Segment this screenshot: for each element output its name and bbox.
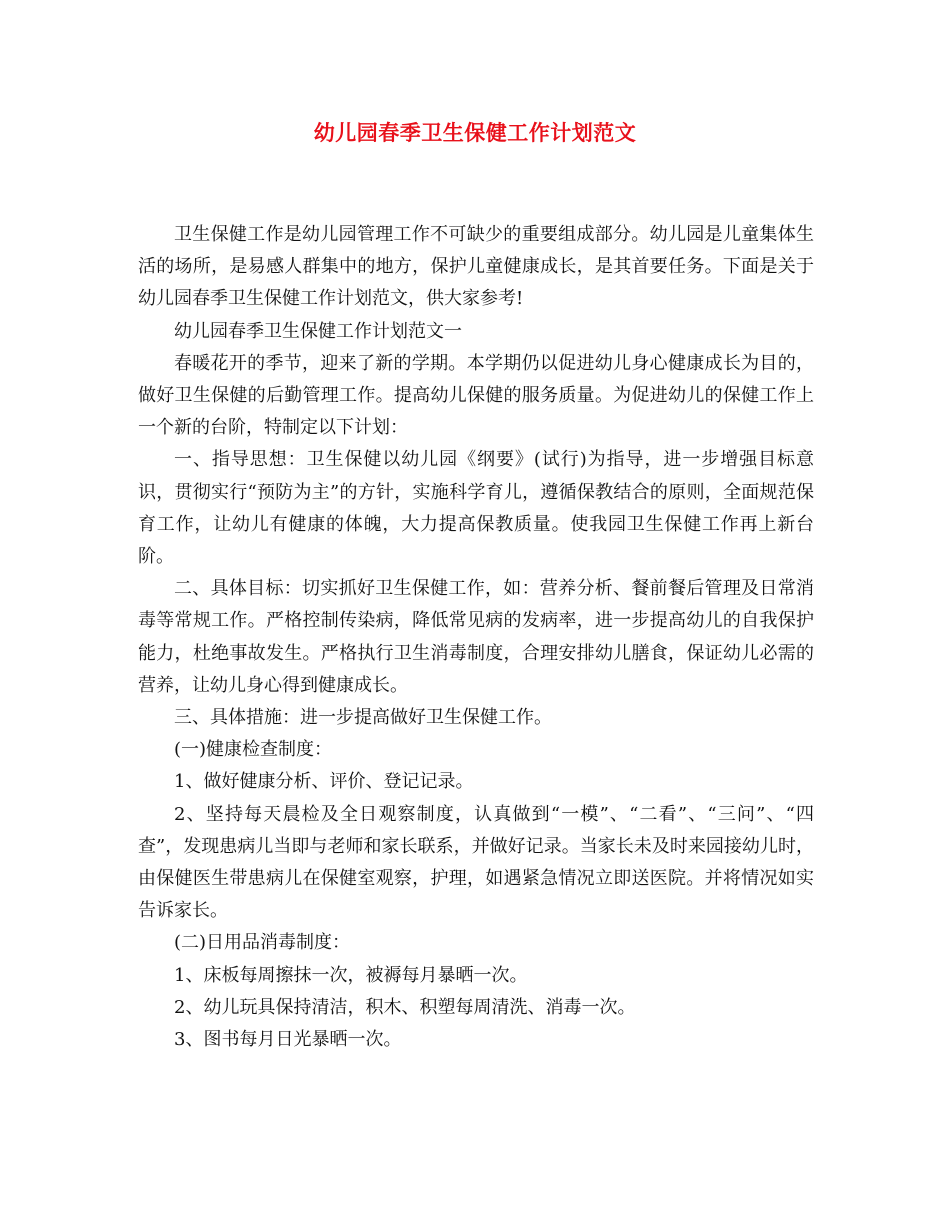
- paragraph-specific-measures: 三、具体措施：进一步提高做好卫生保健工作。: [174, 707, 552, 729]
- list-item-health-analysis: 1、做好健康分析、评价、登记记录。: [174, 771, 474, 793]
- subheading-health-check: (一)健康检查制度：: [174, 739, 333, 761]
- paragraph-guiding-thought: 一、指导思想：卫生保健以幼儿园《纲要》(试行)为指导，进一步增强目标意识，贯彻实行“预防为主”的方针，实施科学育儿，遵循保教结合的原则，全面规范保育工作，让幼儿有健康的体魄，大力提高保教质量。使我园卫生保健工作再上新台阶。: [138, 449, 814, 568]
- paragraph-specific-goals: 二、具体目标：切实抓好卫生保健工作，如：营养分析、餐前餐后管理及日常消毒等常规工作。严格控制传染病，降低常见病的发病率，进一步提高幼儿的自我保护能力，杜绝事故发生。严格执行卫生消毒制度，合理安排幼儿膳食，保证幼儿必需的营养，让幼儿身心得到健康成长。: [138, 578, 814, 696]
- list-item-book-sunning: 3、图书每月日光暴晒一次。: [174, 1029, 402, 1051]
- page-title: 幼儿园春季卫生保健工作计划范文: [313, 120, 637, 145]
- list-item-morning-check: 2、坚持每天晨检及全日观察制度，认真做到“一模”、“二看”、“三问”、“四查”，发现患病儿当即与老师和家长联系，并做好记录。当家长未及时来园接幼儿时，由保健医生带患病儿在保健室观察，护理，如遇紧急情况立即送医院。并将情况如实告诉家长。: [138, 803, 814, 922]
- subheading-disinfection: (二)日用品消毒制度：: [174, 932, 351, 954]
- paragraph-opening: 春暖花开的季节，迎来了新的学期。本学期仍以促进幼儿身心健康成长为目的，做好卫生保健的后勤管理工作。提高幼儿保健的服务质量。为促进幼儿的保健工作上一个新的台阶，特制定以下计划：: [138, 352, 814, 439]
- document-body: [138, 219, 814, 1056]
- paragraph-intro: 卫生保健工作是幼儿园管理工作不可缺少的重要组成部分。幼儿园是儿童集体生活的场所，是易感人群集中的地方，保护儿童健康成长，是其首要任务。下面是关于幼儿园春季卫生保健工作计划范文，供大家参考!: [138, 224, 814, 310]
- list-item-toy-cleaning: 2、幼儿玩具保持清洁，积木、积塑每周清洗、消毒一次。: [174, 996, 636, 1018]
- list-item-bed-cleaning: 1、床板每周擦抹一次，被褥每月暴晒一次。: [174, 964, 528, 986]
- section-heading-plan-one: 幼儿园春季卫生保健工作计划范文一: [174, 320, 462, 342]
